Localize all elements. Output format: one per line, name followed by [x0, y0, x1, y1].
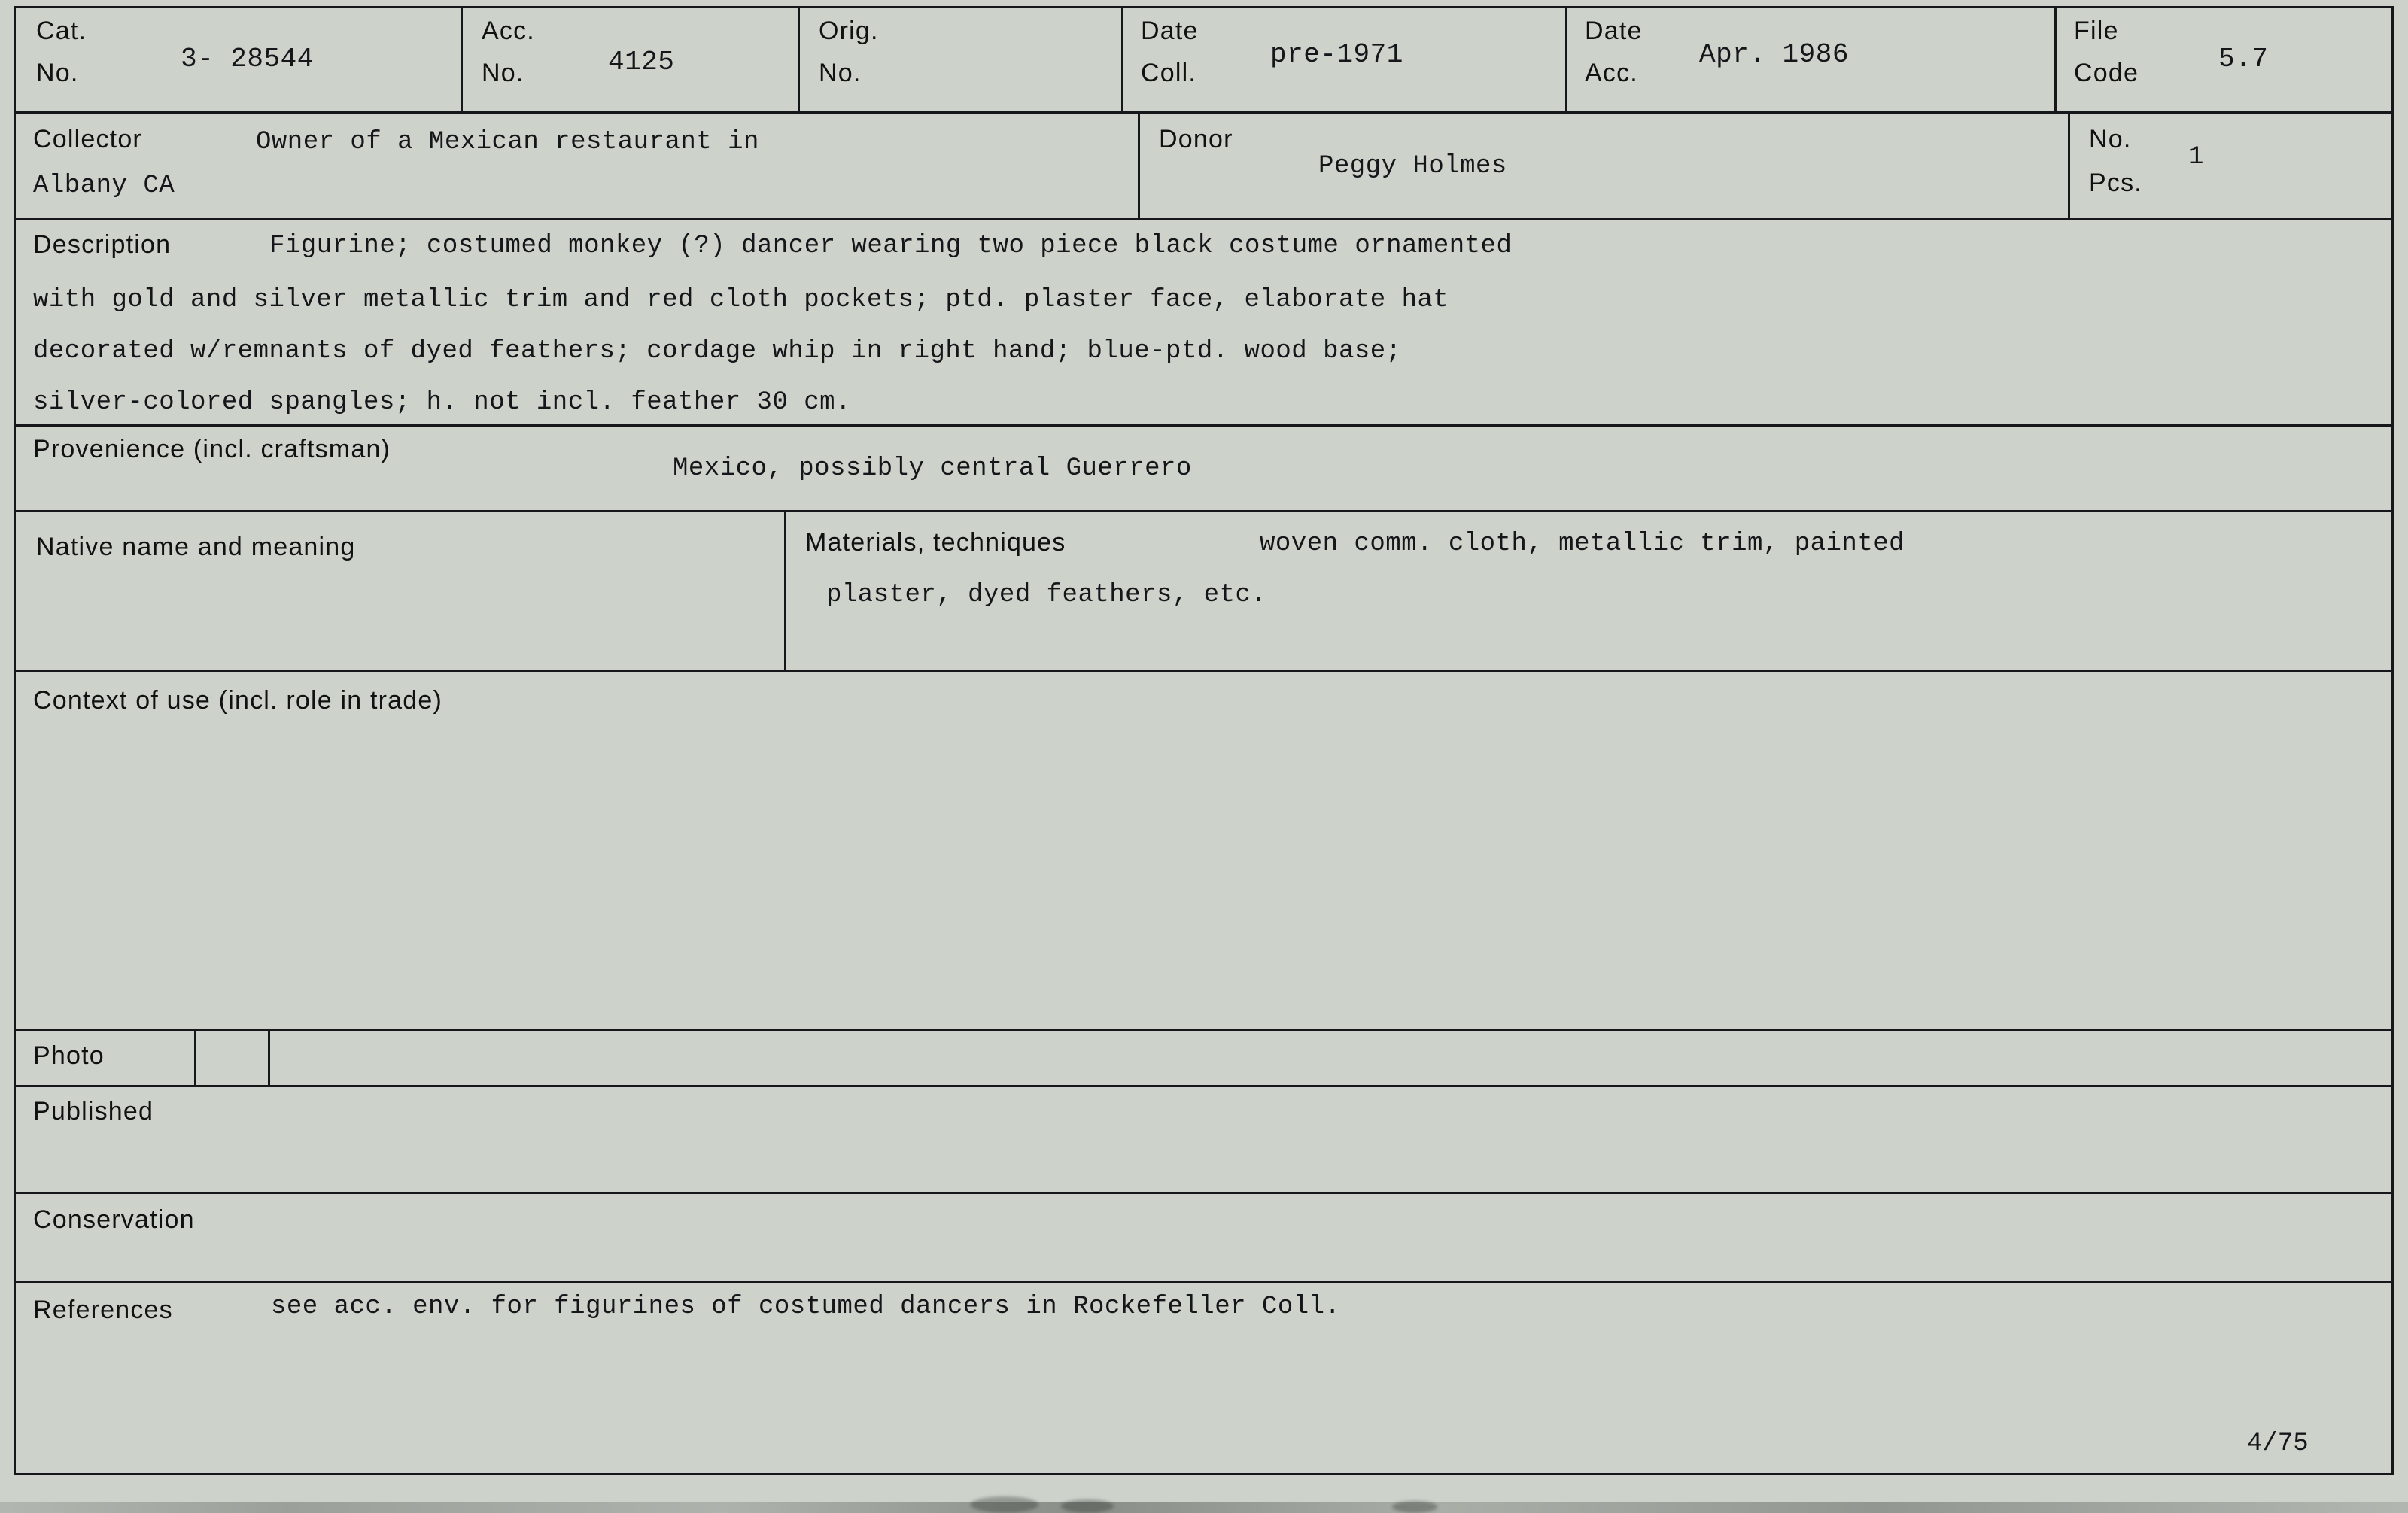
divider-datecoll-dateacc — [1565, 6, 1567, 111]
date-coll-value: pre-1971 — [1270, 39, 1403, 70]
divider-conservation-references — [14, 1281, 2394, 1283]
file-code-value: 5.7 — [2218, 44, 2269, 74]
scan-artifact — [0, 1502, 2408, 1513]
context-of-use-label: Context of use (incl. role in trade) — [33, 686, 442, 715]
divider-photo-box2 — [268, 1029, 270, 1085]
description-line-2: with gold and silver metallic trim and red cloth pockets; ptd. plaster face, elaborate hat — [33, 286, 1449, 314]
acc-no-label-line1: Acc. — [482, 17, 535, 45]
donor-value: Peggy Holmes — [1318, 152, 1507, 181]
scan-artifact-blob — [1392, 1501, 1437, 1513]
orig-no-label-line1: Orig. — [819, 17, 879, 45]
divider-materials-context — [14, 670, 2394, 672]
references-value: see acc. env. for figurines of costumed dancers in Rockefeller Coll. — [271, 1293, 1341, 1321]
date-acc-label-line1: Date — [1585, 17, 1643, 45]
divider-cat-acc — [461, 6, 463, 111]
cat-no-label-line2: No. — [36, 59, 79, 87]
date-coll-label-line2: Coll. — [1141, 59, 1197, 87]
collector-value-line2: Albany CA — [33, 172, 175, 200]
donor-label: Donor — [1159, 125, 1233, 153]
no-pcs-label-line1: No. — [2089, 125, 2132, 153]
description-line-3: decorated w/remnants of dyed feathers; cordage whip in right hand; blue-ptd. wood base; — [33, 337, 1402, 366]
date-acc-value: Apr. 1986 — [1699, 39, 1849, 70]
divider-provenience-nativename — [14, 510, 2394, 512]
divider-nativename-materials — [784, 510, 786, 670]
cat-no-label-line1: Cat. — [36, 17, 87, 45]
divider-collector-donor — [1138, 111, 1140, 218]
divider-donor-nopcs — [2068, 111, 2070, 218]
border-right — [2391, 6, 2394, 1473]
divider-photo-published — [14, 1085, 2394, 1087]
materials-value-line2: plaster, dyed feathers, etc. — [826, 581, 1267, 609]
materials-value-line1: woven comm. cloth, metallic trim, painted — [1260, 530, 1905, 558]
collector-label: Collector — [33, 125, 142, 153]
native-name-label: Native name and meaning — [36, 533, 356, 561]
divider-description-provenience — [14, 424, 2394, 427]
date-coll-label-line1: Date — [1141, 17, 1199, 45]
divider-dateacc-filecode — [2054, 6, 2057, 111]
scan-artifact-blob — [971, 1496, 1038, 1513]
collector-value-line1: Owner of a Mexican restaurant in — [256, 128, 759, 156]
divider-photo-box1 — [194, 1029, 196, 1085]
file-code-label-line2: Code — [2074, 59, 2139, 87]
acc-no-label-line2: No. — [482, 59, 524, 87]
provenience-label: Provenience (incl. craftsman) — [33, 435, 391, 463]
references-label: References — [33, 1296, 173, 1324]
orig-no-label-line2: No. — [819, 59, 862, 87]
photo-label: Photo — [33, 1041, 105, 1070]
materials-label: Materials, techniques — [805, 528, 1066, 557]
divider-row1-row2 — [14, 111, 2394, 114]
divider-acc-orig — [798, 6, 800, 111]
divider-orig-datecoll — [1121, 6, 1123, 111]
scan-artifact-blob — [1061, 1499, 1114, 1513]
divider-published-conservation — [14, 1192, 2394, 1194]
date-acc-label-line2: Acc. — [1585, 59, 1638, 87]
divider-row2-description — [14, 218, 2394, 220]
border-bottom — [14, 1473, 2394, 1475]
description-line-1: Figurine; costumed monkey (?) dancer wearing two piece black costume ornamented — [269, 232, 1513, 260]
border-left — [14, 6, 16, 1473]
acc-no-value: 4125 — [608, 47, 675, 77]
description-line-4: silver-colored spangles; h. not incl. feather 30 cm. — [33, 388, 851, 417]
border-top — [14, 6, 2394, 8]
divider-context-photo — [14, 1029, 2394, 1031]
no-pcs-value: 1 — [2188, 143, 2204, 172]
page-number: 4/75 — [2247, 1429, 2309, 1458]
file-code-label-line1: File — [2074, 17, 2119, 45]
description-label: Description — [33, 230, 172, 259]
conservation-label: Conservation — [33, 1205, 195, 1234]
no-pcs-label-line2: Pcs. — [2089, 169, 2142, 197]
published-label: Published — [33, 1097, 154, 1126]
cat-no-value: 3- 28544 — [181, 44, 314, 74]
provenience-value: Mexico, possibly central Guerrero — [673, 454, 1192, 483]
